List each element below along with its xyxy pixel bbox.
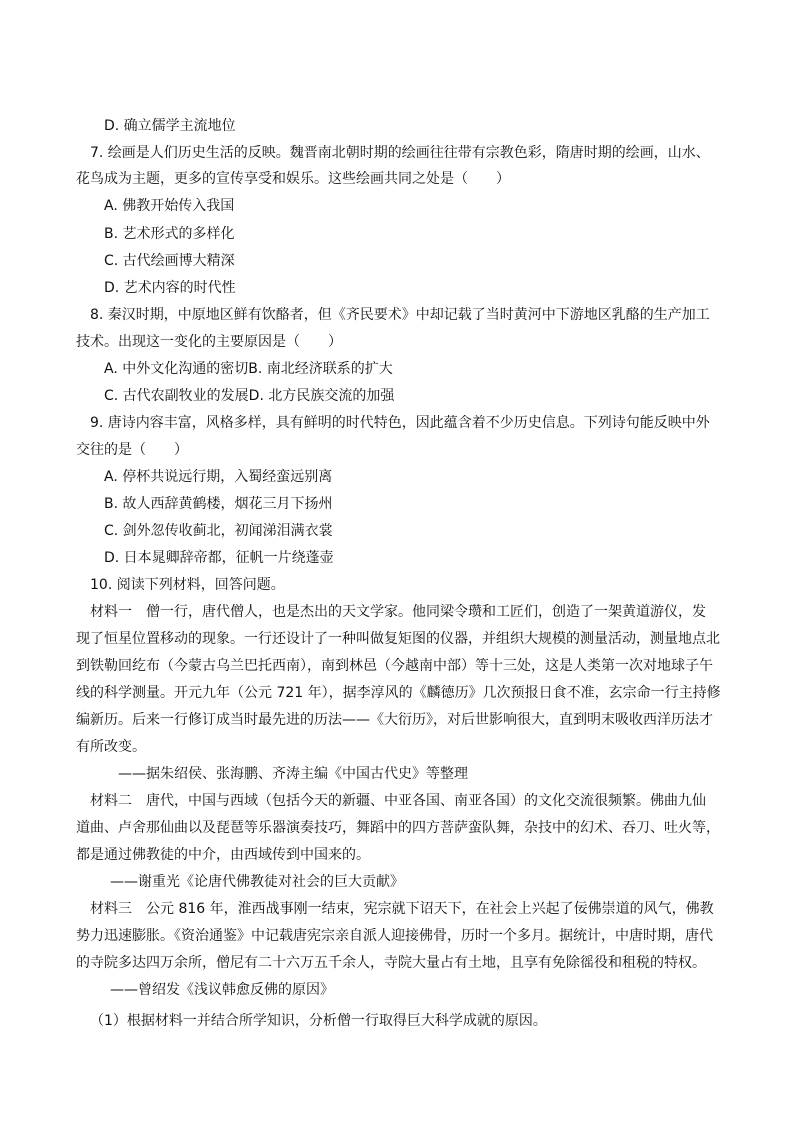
option-line: D. 确立儒学主流地位 [104,118,236,134]
option-line: D. 艺术内容的时代性 [104,280,236,296]
material-2-line: 道曲、卢舍那仙曲以及琵琶等乐器演奏技巧，舞蹈中的四方菩萨蛮队舞，杂技中的幻术、吞刀、吐火等， [76,820,720,836]
option-line: D. 日本晁卿辞帝都，征帆一片绕蓬壶 [104,550,334,566]
question-8-line-2: 技术。出现这一变化的主要原因是（ ） [76,334,342,350]
option-line: C. 古代农副牧业的发展D. 北方民族交流的加强 [104,388,395,404]
material-3-line: 势力迅速膨胀。《资治通鉴》中记载唐宪宗亲自派人迎接佛骨，历时一个多月。据统计，中唐时期，唐代 [76,928,713,944]
question-10-title: 10. 阅读下列材料，回答问题。 [90,577,285,593]
material-1-line: 现了恒星位置移动的现象。一行还设计了一种叫做复矩图的仪器，并组织大规模的测量活动，测量地点北 [76,631,720,647]
material-3-line: 的寺院多达四万余所，僧尼有二十六万五千余人，寺院大量占有土地，且享有免除徭役和租税的特权。 [76,955,706,971]
option-line: A. 佛教开始传入我国 [104,198,235,214]
question-9-line-1: 9. 唐诗内容丰富，风格多样，具有鲜明的时代特色，因此蕴含着不少历史信息。下列诗句能反映中外 [90,415,710,431]
option-line: C. 剑外忽传收蓟北，初闻涕泪满衣裳 [104,523,333,539]
material-1-source: ——据朱绍侯、张海鹏、齐涛主编《中国古代史》等整理 [118,766,468,782]
material-3-source: ——曾绍发《浅议韩愈反佛的原因》 [110,982,334,998]
option-line: C. 古代绘画博大精深 [104,253,235,269]
question-7-line-2: 花鸟成为主题，更多的宣传享受和娱乐。这些绘画共同之处是（ ） [76,171,510,187]
material-1-line: 有所改变。 [76,739,146,755]
sub-question-1: （1）根据材料一并结合所学知识，分析僧一行取得巨大科学成就的原因。 [90,1013,547,1029]
question-9-line-2: 交往的是（ ） [76,442,188,458]
question-8-line-1: 8. 秦汉时期，中原地区鲜有饮酪者，但《齐民要术》中却记载了当时黄河中下游地区乳酪的生产加工 [90,307,710,323]
material-3-line: 材料三 公元 816 年，淮西战事刚一结束，宪宗就下诏天下，在社会上兴起了佞佛崇道的风气，佛教 [90,901,714,917]
option-line: B. 艺术形式的多样化 [104,226,235,242]
material-2-line: 都是通过佛教徒的中介，由西域传到中国来的。 [76,847,370,863]
material-2-line: 材料二 唐代，中国与西域（包括今天的新疆、中亚各国、南亚各国）的文化交流很频繁。佛曲九仙 [90,793,706,809]
material-1-line: 线的科学测量。开元九年（公元 721 年），据李淳风的《麟德历》几次预报日食不准，玄宗命一行主持修 [76,685,721,701]
option-line: A. 中外文化沟通的密切B. 南北经济联系的扩大 [104,361,393,377]
material-1-line: 编新历。后来一行修订成当时最先进的历法——《大衍历》，对后世影响很大，直到明末吸收西洋历法才 [76,712,713,728]
question-7-line-1: 7. 绘画是人们历史生活的反映。魏晋南北朝时期的绘画往往带有宗教色彩，隋唐时期的绘画，山水、 [90,145,710,161]
material-1-line: 到铁勒回纥布（今蒙古乌兰巴托西南），南到林邑（今越南中部）等十三处，这是人类第一次对地球子午 [76,658,713,674]
material-2-source: ——谢重光《论唐代佛教徒对社会的巨大贡献》 [110,874,404,890]
material-1-line: 材料一 僧一行，唐代僧人，也是杰出的天文学家。他同梁令瓒和工匠们，创造了一架黄道游仪，发 [90,604,706,620]
option-line: B. 故人西辞黄鹤楼，烟花三月下扬州 [104,496,333,512]
option-line: A. 停杯共说远行期，入蜀经蛮远别离 [104,469,333,485]
